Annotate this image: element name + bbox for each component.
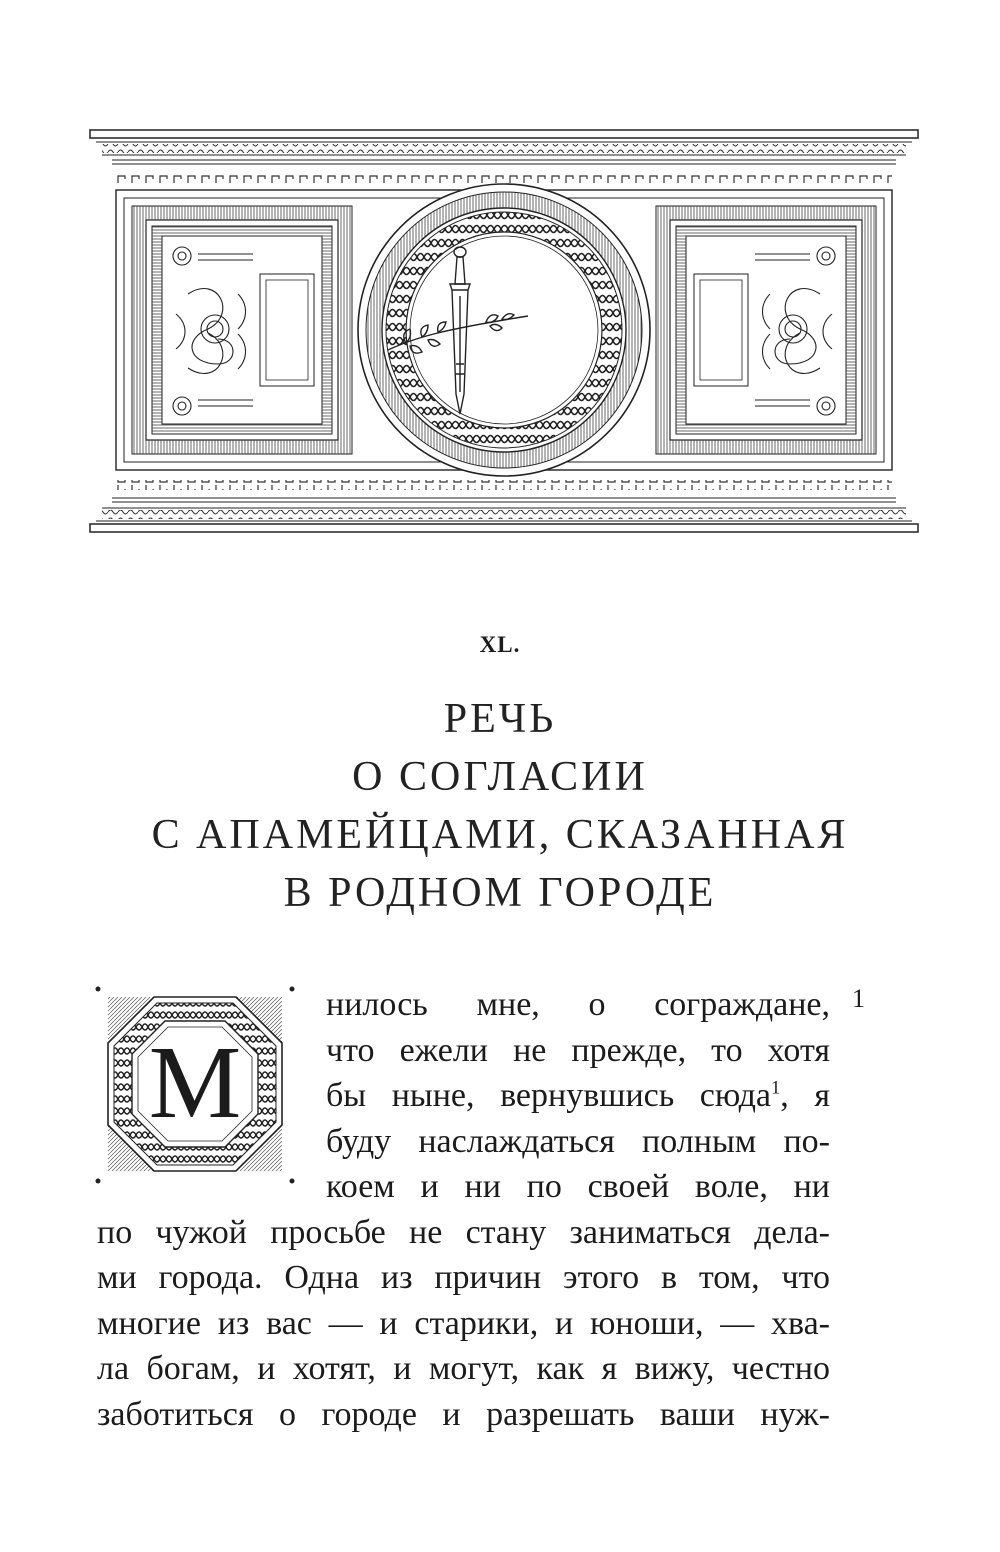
body-paragraph bbox=[97, 982, 830, 1437]
text-line-tail: , я bbox=[780, 1077, 830, 1114]
chapter-title bbox=[0, 690, 1000, 922]
header-ornament bbox=[88, 124, 920, 538]
title-line: РЕЧЬ bbox=[443, 696, 557, 742]
text-line: буду наслаждаться полным по- bbox=[326, 1122, 830, 1160]
section-number: 1 bbox=[852, 984, 865, 1013]
footnote-marker[interactable]: 1 bbox=[770, 1077, 781, 1099]
text-line: коем и ни по своей воле, ни bbox=[326, 1168, 830, 1205]
text-line: заботиться о городе и разрешать ваши нуж- bbox=[97, 1395, 830, 1433]
text-line bbox=[326, 1073, 830, 1119]
title-line: С АПАМЕЙЦАМИ, СКАЗАННАЯ bbox=[151, 812, 849, 858]
text-line: ла богам, и хотят, и могут, как я вижу, честно bbox=[97, 1350, 830, 1387]
title-line: В РОДНОМ ГОРОДЕ bbox=[283, 870, 717, 916]
text-line: по чужой просьбе не стану заниматься дела- bbox=[97, 1213, 830, 1251]
text-line: ми города. Одна из причин этого в том, что bbox=[97, 1259, 830, 1296]
text-line-main: бы ныне, вернувшись сюда bbox=[326, 1077, 771, 1114]
chapter-number: XL. bbox=[479, 632, 521, 657]
dropcap-letter: М bbox=[148, 1025, 242, 1140]
text-line: нилось мне, о сограждане, bbox=[326, 986, 830, 1023]
text-line: что ежели не прежде, то хотя bbox=[326, 1031, 830, 1069]
title-line: О СОГЛАСИИ bbox=[352, 754, 648, 800]
text-line: многие из вас — и старики, и юноши, — хва- bbox=[97, 1304, 830, 1342]
